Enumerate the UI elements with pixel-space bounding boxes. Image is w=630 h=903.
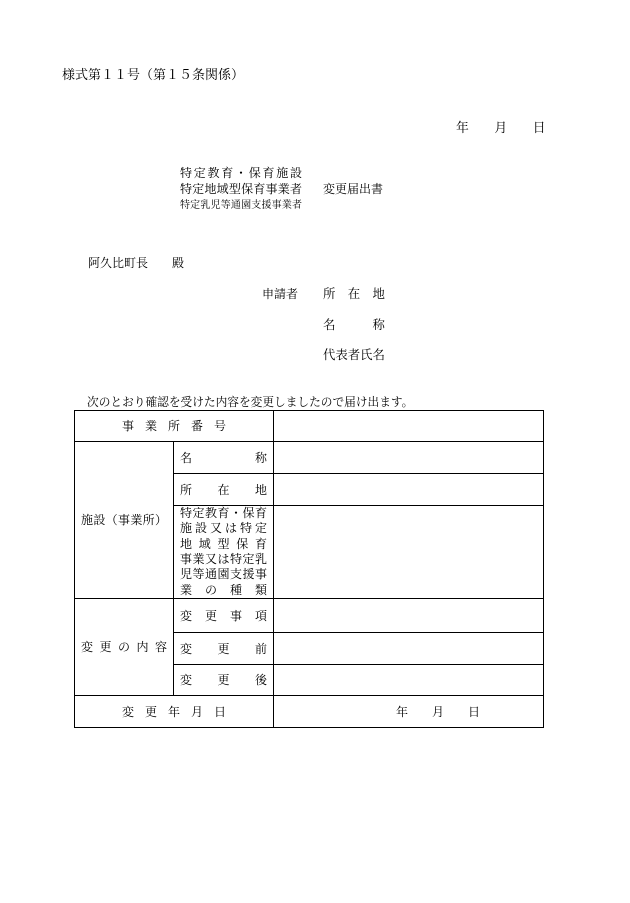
title-facility-type-regional: 特定地域型保育事業者: [180, 182, 302, 196]
change-item-value-cell: [274, 599, 544, 633]
applicant-address-label: 所 在 地: [323, 287, 385, 301]
document-name: 変更届出書: [323, 182, 384, 196]
office-number-label: 事業所番号: [122, 419, 226, 433]
change-form-table: [74, 410, 544, 728]
change-date-label-cell: [75, 696, 274, 728]
facility-type-label-line: 児等通園支援事: [180, 567, 267, 582]
facility-type-label-line: 事業又は特定乳: [180, 552, 267, 566]
facility-address-value-cell: [274, 474, 544, 506]
statement: 次のとおり確認を受けた内容を変更しましたので届け出ます。: [87, 396, 414, 409]
facility-name-label: 名称: [180, 450, 267, 465]
after-change-label: 変更後: [180, 673, 267, 687]
change-date-value-cell: [274, 696, 544, 728]
facility-type-label-line: 業の種類: [180, 582, 267, 597]
before-change-value-cell: [274, 633, 544, 665]
facility-group-label: 施設（事業所）: [81, 513, 167, 527]
before-change-label-cell: [174, 633, 274, 665]
title-facility-type-education: 特定教育・保育施設: [180, 166, 302, 180]
facility-group-label-cell: [75, 442, 174, 599]
applicant-label: 申請者: [262, 287, 299, 301]
change-item-label-cell: [174, 599, 274, 633]
change-content-label: 変更の内容: [81, 640, 167, 654]
after-change-label-cell: [174, 665, 274, 696]
facility-address-label: 所在地: [180, 482, 267, 497]
facility-name-value-cell: [274, 442, 544, 474]
facility-type-label-cell: [174, 506, 274, 599]
office-number-value-cell: [274, 411, 544, 442]
office-number-label-cell: [75, 411, 274, 442]
addressee: 阿久比町長 殿: [88, 256, 185, 270]
after-change-value-cell: [274, 665, 544, 696]
change-date-label: 変更年月日: [122, 704, 226, 719]
facility-type-label-line: 施設又は特定: [180, 521, 267, 536]
header-date: 年 月 日: [456, 121, 546, 135]
facility-type-label-line: 特定教育・保育: [180, 506, 267, 521]
form-number: 様式第１１号（第１５条関係）: [62, 67, 245, 82]
facility-address-label-cell: [174, 474, 274, 506]
facility-type-label-line: 地域型保育: [180, 536, 267, 551]
applicant-representative-label: 代表者氏名: [323, 348, 385, 362]
change-content-label-cell: [75, 599, 174, 696]
title-facility-type-infant: 特定乳児等通園支援事業者: [180, 200, 302, 211]
applicant-name-label: 名 称: [323, 318, 385, 332]
before-change-label: 変更前: [180, 641, 267, 656]
facility-name-label-cell: [174, 442, 274, 474]
facility-type-value-cell: [274, 506, 544, 599]
change-date-value: 年 月 日: [396, 704, 481, 719]
change-item-label: 変更事項: [180, 608, 267, 623]
